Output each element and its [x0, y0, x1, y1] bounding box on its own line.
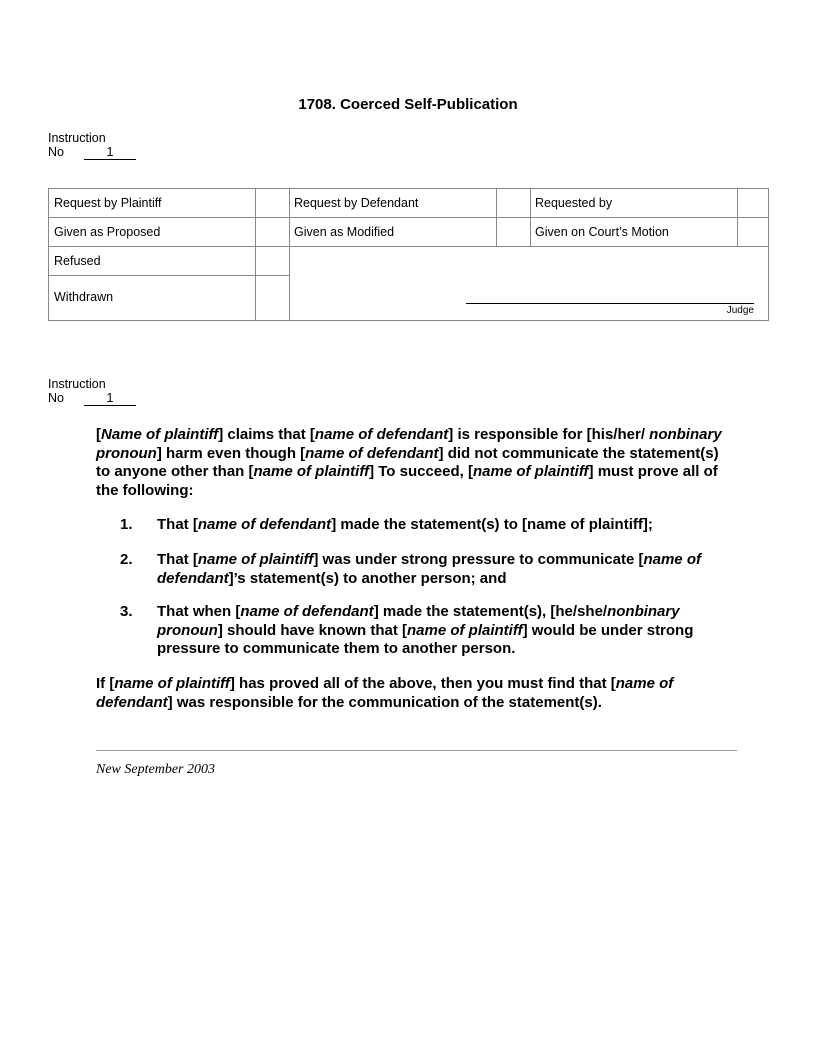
- request-by-defendant-checkbox[interactable]: [497, 190, 530, 217]
- page-title: 1708. Coerced Self-Publication: [298, 96, 518, 113]
- given-as-modified-checkbox[interactable]: [497, 218, 530, 246]
- no-label: No: [48, 145, 64, 159]
- revision-note: New September 2003: [96, 762, 215, 777]
- instruction-number-top: [48, 131, 136, 160]
- refused-label: Refused: [54, 254, 101, 268]
- request-by-defendant-label: Request by Defendant: [294, 196, 419, 210]
- request-by-plaintiff-label: Request by Plaintiff: [54, 196, 162, 210]
- request-by-plaintiff-checkbox[interactable]: [256, 190, 289, 217]
- conclusion-paragraph: If [name of plaintiff] has proved all of the above, then you must find that [name of defendant] was responsible for the communication of the statement(s).: [96, 675, 674, 711]
- divider: [96, 750, 737, 751]
- request-table: [48, 188, 769, 321]
- instruction-number-field[interactable]: 1: [84, 146, 136, 160]
- judge-label: Judge: [726, 305, 754, 316]
- given-as-proposed-label: Given as Proposed: [54, 225, 161, 239]
- instruction-label: Instruction: [48, 131, 106, 145]
- given-as-proposed-checkbox[interactable]: [256, 218, 289, 246]
- instruction-number-bottom: [48, 377, 136, 406]
- intro-paragraph: [Name of plaintiff] claims that [name of defendant] is responsible for [his/her/ nonbinary pronoun] harm even though [name of defendant] did not communicate the statement(s) to anyone other than [name of plaintiff] To succeed, [name of plaintiff] must prove all of the following:: [96, 426, 722, 499]
- requested-by-label: Requested by: [535, 196, 613, 210]
- refused-checkbox[interactable]: [256, 247, 289, 275]
- judge-signature-line[interactable]: [466, 303, 754, 304]
- instruction-number-field[interactable]: 1: [84, 392, 136, 406]
- given-on-courts-motion-checkbox[interactable]: [738, 218, 769, 246]
- given-on-courts-motion-label: Given on Court’s Motion: [535, 225, 669, 239]
- requested-by-checkbox[interactable]: [738, 190, 769, 217]
- withdrawn-checkbox[interactable]: [256, 276, 289, 320]
- withdrawn-label: Withdrawn: [54, 290, 114, 304]
- no-label: No: [48, 391, 64, 405]
- given-as-modified-label: Given as Modified: [294, 225, 395, 239]
- instruction-label: Instruction: [48, 377, 106, 391]
